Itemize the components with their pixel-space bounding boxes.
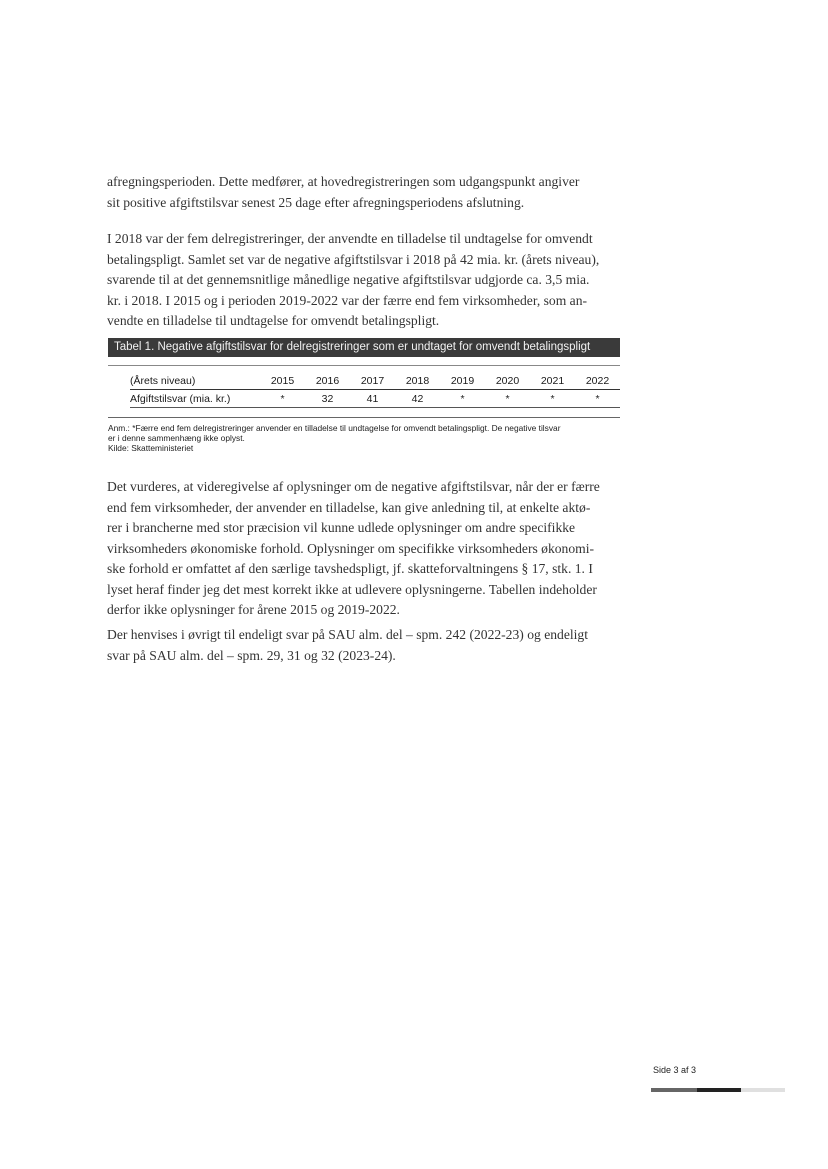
table-body xyxy=(108,365,620,454)
text-line: afregningsperioden. Dette medfører, at hovedregistreringen som udgangspunkt angiver xyxy=(107,174,580,189)
footer-bar xyxy=(697,1088,741,1092)
year-header: 2017 xyxy=(350,372,395,390)
paragraph-1 xyxy=(107,172,623,213)
table-cell: * xyxy=(260,390,305,408)
table-cell: * xyxy=(530,390,575,408)
text-line: ske forhold er omfattet af den særlige tavshedspligt, jf. skatteforvaltningens § 17, stk. 1. I xyxy=(107,561,593,576)
footer-bar xyxy=(651,1088,697,1092)
page-number: Side 3 af 3 xyxy=(653,1065,697,1075)
paragraph-3 xyxy=(107,477,623,621)
text-line: svar på SAU alm. del – spm. 29, 31 og 32 (2023-24). xyxy=(107,647,396,663)
paragraph-4 xyxy=(107,625,623,666)
table-source: Kilde: Skatteministeriet xyxy=(108,443,194,454)
row-label: Afgiftstilsvar (mia. kr.) xyxy=(130,390,260,408)
text-line: I 2018 var der fem delregistreringer, der anvendte en tilladelse til undtagelse for omvendt xyxy=(107,231,593,246)
year-header: 2022 xyxy=(575,372,620,390)
text-line: sit positive afgiftstilsvar senest 25 dage efter afregningsperiodens afslutning. xyxy=(107,194,525,210)
text-line: betalingspligt. Samlet set var de negative afgiftstilsvar i 2018 på 42 mia. kr. (årets niveau), xyxy=(107,251,600,267)
header-label: (Årets niveau) xyxy=(130,372,260,390)
text-line: rer i brancherne med stor præcision vil kunne udlede oplysninger om andre specifikke xyxy=(107,520,576,535)
text-line: end fem virksomheder, der anvender en tilladelse, kan give anledning til, at enkelte aktø- xyxy=(107,499,591,515)
text-line: Der henvises i øvrigt til endeligt svar på SAU alm. del – spm. 242 (2022-23) og endeligt xyxy=(107,627,588,642)
year-header: 2021 xyxy=(530,372,575,390)
text-line: svarende til at det gennemsnitlige månedlige negative afgiftstilsvar udgjorde ca. 3,5 mia. xyxy=(107,272,590,287)
text-line: kr. i 2018. I 2015 og i perioden 2019-2022 var der færre end fem virksomheder, som an- xyxy=(107,292,588,308)
paragraph-2 xyxy=(107,229,623,332)
text-line: virksomheders økonomiske forhold. Oplysninger om specifikke virksomheders økonomi- xyxy=(107,540,595,556)
year-header: 2015 xyxy=(260,372,305,390)
table-cell: * xyxy=(575,390,620,408)
table-cell: 32 xyxy=(305,390,350,408)
note-line: er i denne sammenhæng ikke oplyst. xyxy=(108,433,245,444)
year-header: 2018 xyxy=(395,372,440,390)
table-1 xyxy=(108,338,620,454)
text-line: lyset heraf finder jeg det mest korrekt ikke at udlevere oplysningerne. Tabellen indeholder xyxy=(107,581,597,597)
year-header: 2016 xyxy=(305,372,350,390)
text-line: derfor ikke oplysninger for årene 2015 og 2019-2022. xyxy=(107,602,400,617)
table-cell: 41 xyxy=(350,390,395,408)
table-cell: * xyxy=(485,390,530,408)
year-header: 2019 xyxy=(440,372,485,390)
table-caption: Tabel 1. Negative afgiftstilsvar for delregistreringer som er undtaget for omvendt betalingspligt xyxy=(108,338,620,357)
text-line: Det vurderes, at videregivelse af oplysninger om de negative afgiftstilsvar, når der er færre xyxy=(107,479,600,494)
text-line: vendte en tilladelse til undtagelse for omvendt betalingspligt. xyxy=(107,313,440,328)
table-bottom-rule xyxy=(108,417,620,418)
table-cell: 42 xyxy=(395,390,440,408)
table-row xyxy=(130,390,620,408)
table-cell: * xyxy=(440,390,485,408)
table-header-row xyxy=(130,372,620,390)
footer-bar xyxy=(741,1088,785,1092)
data-table xyxy=(130,372,620,408)
note-line: Anm.: *Færre end fem delregistreringer anvender en tilladelse til undtagelse for omvendt betalingspligt. De negative tilsvar xyxy=(108,423,561,433)
table-note xyxy=(108,423,620,454)
year-header: 2020 xyxy=(485,372,530,390)
